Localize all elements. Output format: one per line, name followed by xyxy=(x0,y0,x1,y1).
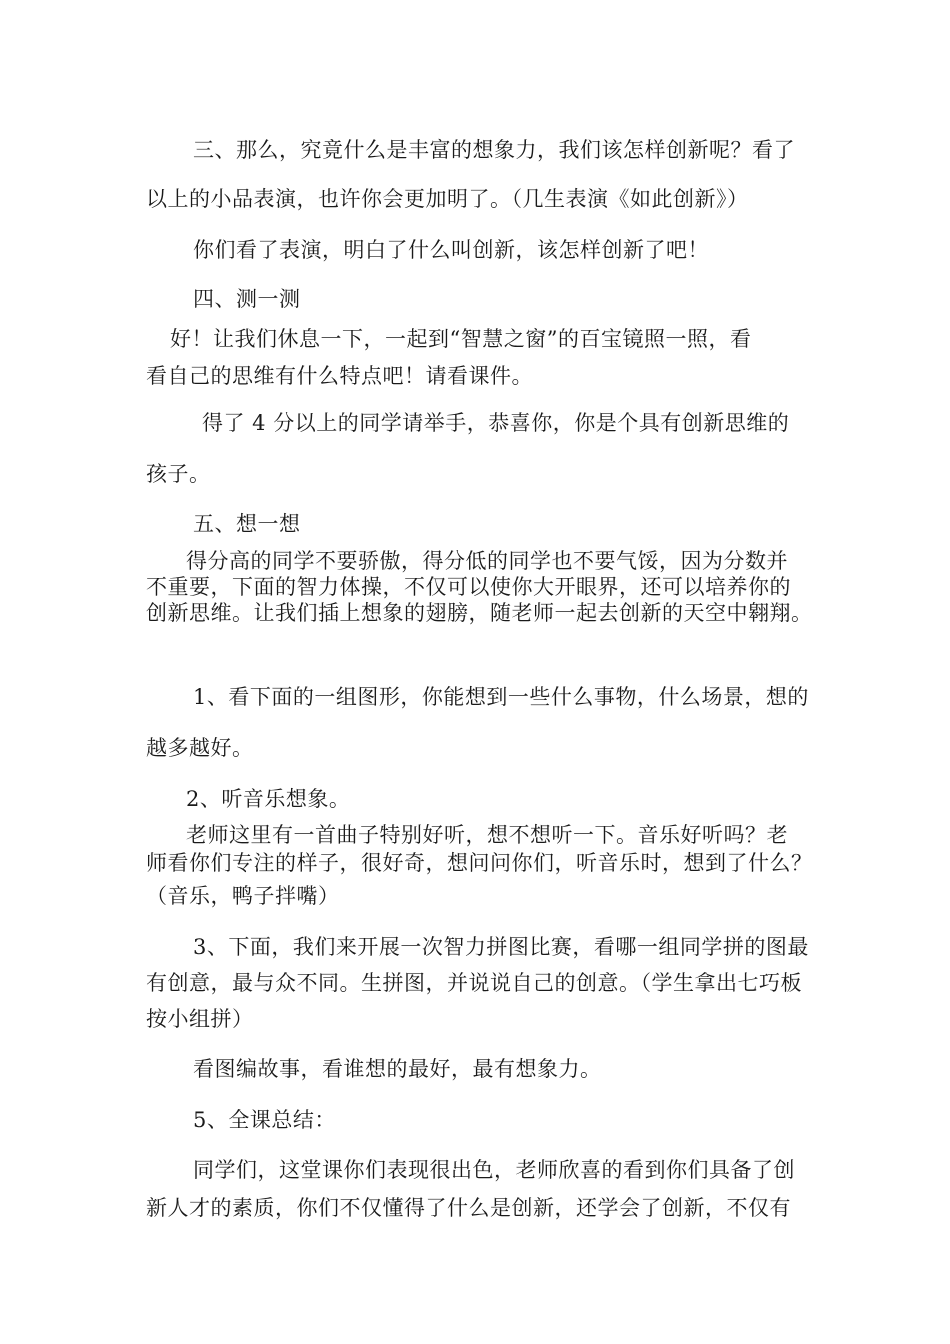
text-line: 不重要，下面的智力体操，不仅可以使你大开眼界，还可以培养你的 xyxy=(146,575,791,599)
section-heading: 2、听音乐想象。 xyxy=(186,787,351,811)
text-line: 孩子。 xyxy=(146,462,211,486)
text-line: （音乐，鸭子拌嘴） xyxy=(146,884,340,908)
text-line: 1、看下面的一组图形，你能想到一些什么事物，什么场景，想的 xyxy=(193,685,809,709)
text-line: 得分高的同学不要骄傲，得分低的同学也不要气馁，因为分数并 xyxy=(186,549,788,573)
text-line: 得了 4 分以上的同学请举手，恭喜你，你是个具有创新思维的 xyxy=(202,411,790,435)
section-heading: 5、全课总结： xyxy=(193,1108,336,1132)
section-heading: 四、测一测 xyxy=(193,287,301,311)
text-line: 同学们，这堂课你们表现很出色，老师欣喜的看到你们具备了创 xyxy=(193,1158,795,1182)
text-line: 三、那么，究竟什么是丰富的想象力，我们该怎样创新呢？看了 xyxy=(193,138,795,162)
text-line: 以上的小品表演，也许你会更加明了。（几生表演《如此创新》） xyxy=(146,187,749,211)
text-line: 看图编故事，看谁想的最好，最有想象力。 xyxy=(193,1057,602,1081)
text-line: 有创意，最与众不同。生拼图，并说说自己的创意。（学生拿出七巧板 xyxy=(146,971,802,995)
text-line: 师看你们专注的样子，很好奇，想问问你们，听音乐时，想到了什么？ xyxy=(146,851,813,875)
text-line: 老师这里有一首曲子特别好听，想不想听一下。音乐好听吗？老 xyxy=(186,823,788,847)
text-line: 好！让我们休息一下，一起到“智慧之窗”的百宝镜照一照，看 xyxy=(170,327,752,351)
text-line: 创新思维。让我们插上想象的翅膀，随老师一起去创新的天空中翱翔。 xyxy=(146,601,813,625)
text-line: 新人才的素质，你们不仅懂得了什么是创新，还学会了创新，不仅有 xyxy=(146,1196,791,1220)
text-line: 你们看了表演，明白了什么叫创新，该怎样创新了吧！ xyxy=(193,238,709,262)
section-heading: 五、想一想 xyxy=(193,512,301,536)
text-line: 看自己的思维有什么特点吧！请看课件。 xyxy=(146,364,533,388)
text-line: 按小组拼） xyxy=(146,1007,254,1031)
text-line: 3、下面，我们来开展一次智力拼图比赛，看哪一组同学拼的图最 xyxy=(193,935,809,959)
text-line: 越多越好。 xyxy=(146,736,254,760)
